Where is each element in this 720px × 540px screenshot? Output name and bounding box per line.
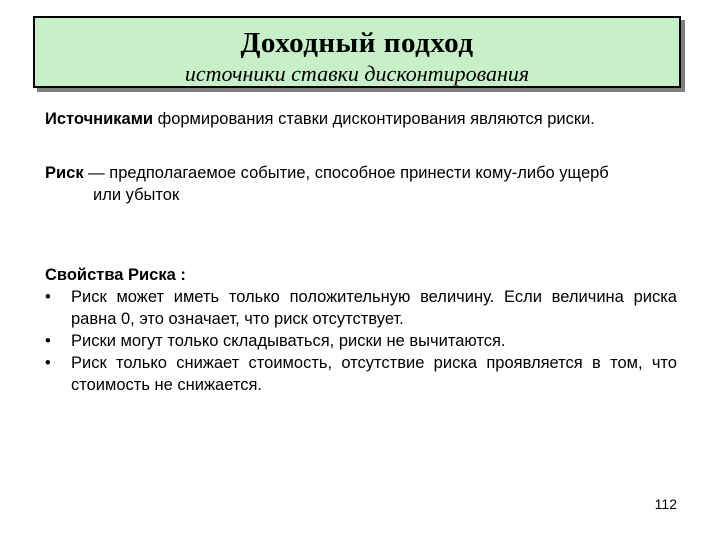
sources-term: Источниками: [45, 110, 154, 128]
list-item: [45, 352, 677, 396]
risk-properties-title: Свойства Риска :: [45, 266, 186, 284]
list-item-text: Риск только снижает стоимость, отсутствие риска проявляется в том, что стоимость не снижается.: [71, 354, 677, 394]
list-item: [45, 330, 677, 352]
bullet-icon: •: [45, 288, 51, 306]
bullet-icon: •: [45, 332, 51, 350]
risk-definition-paragraph: [45, 162, 677, 184]
risk-definition-continuation: или убыток: [93, 186, 180, 204]
sources-text: формирования ставки дисконтирования являются риски.: [153, 110, 595, 128]
list-item: [45, 286, 677, 330]
sources-paragraph: [45, 108, 677, 130]
list-item-text: Риск может иметь только положительную величину. Если величина риска равна 0, это означает, что риск отсутствует.: [71, 288, 677, 328]
risk-definition-text: — предполагаемое событие, способное принести кому-либо ущерб: [83, 164, 609, 182]
page-number: 112: [654, 496, 677, 512]
slide-title: Доходный подход: [240, 27, 474, 59]
slide-title-box: [33, 16, 681, 88]
list-item-text: Риски могут только складываться, риски не вычитаются.: [71, 332, 506, 350]
risk-term: Риск: [45, 164, 84, 182]
risk-properties-list: [45, 286, 677, 396]
slide-subtitle: источники ставки дисконтирования: [184, 61, 530, 86]
bullet-icon: •: [45, 354, 51, 372]
